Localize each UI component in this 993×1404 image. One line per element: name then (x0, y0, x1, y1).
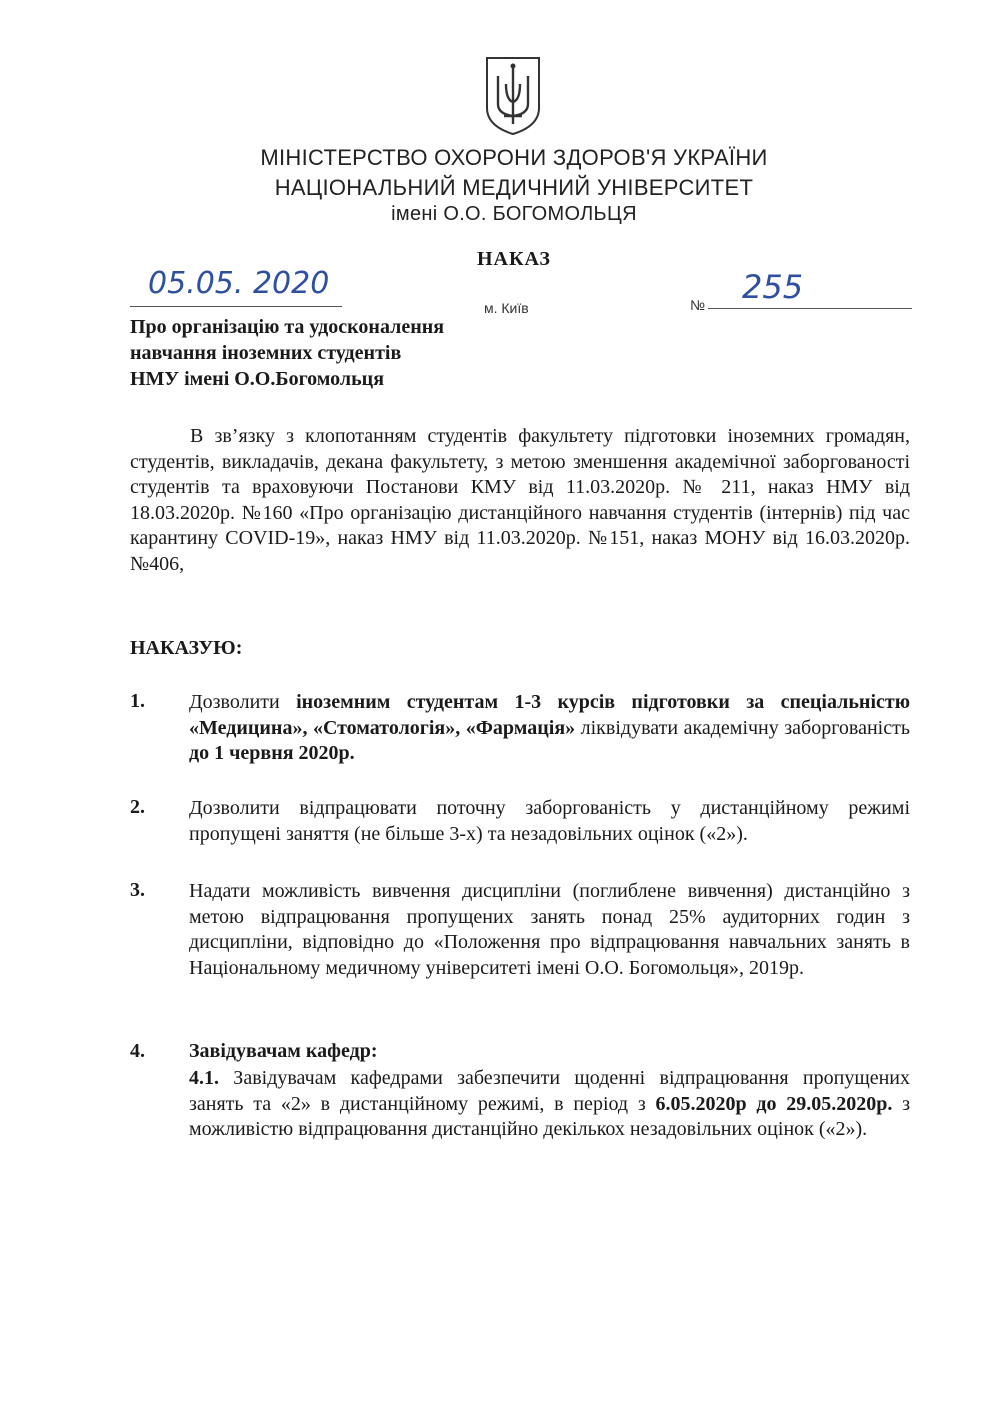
item-number: 2. (130, 796, 145, 818)
number-prefix: № (690, 297, 706, 313)
document-type: НАКАЗ (476, 248, 551, 270)
item-3-text: Надати можливість вивчення дисципліни (поглиблене вивчення) дистанційно з метою відпрацювання пропущених занять понад 25% аудиторних годин з дисципліни, відповідно до «Положення про відпрацювання навчальних занять в Національному медичному університеті імені О.О. Богомольця», 2019р. (189, 880, 910, 979)
item-number: 4. (130, 1040, 145, 1062)
ministry-name: МІНІСТЕРСТВО ОХОРОНИ ЗДОРОВ'Я УКРАЇНИ (260, 145, 768, 170)
item-1-text: Дозволити іноземним студентам 1-3 курсів підготовки за спеціальністю «Медицина», «Стоматологія», «Фармація» ліквідувати академічну заборгованість до 1 червня 2020р. (189, 691, 910, 765)
date-line (130, 306, 342, 307)
coat-of-arms-icon (484, 56, 542, 136)
subject-line: навчання іноземних студентів (130, 342, 402, 364)
order-heading: НАКАЗУЮ: (130, 637, 243, 659)
subject-line: НМУ імені О.О.Богомольця (130, 368, 385, 390)
item-4-heading: Завідувачам кафедр: (189, 1040, 378, 1062)
item-number: 1. (130, 690, 145, 712)
item-number: 3. (130, 879, 145, 901)
item-4-1-text: 4.1. Завідувачам кафедрами забезпечити щоденні відпрацювання пропущених занять та «2» в дистанційному режимі, в період з 6.05.2020р до 29.05.2020р. з можливістю відпрацювання дистанційно декількох незадовільних оцінок («2»). (189, 1067, 910, 1141)
city-label: м. Київ (484, 300, 529, 316)
subject-line: Про організацію та удосконалення (130, 316, 445, 338)
subject-block (130, 314, 444, 392)
preamble: В зв’язку з клопотанням студентів факультету підготовки іноземних громадян, студентів, викладачів, декана факультету, з метою зменшення академічної заборгованості студентів та враховуючи Постанови КМУ від 11.03.2020р. № 211, наказ НМУ від 18.03.2020р. №160 «Про організацію дистанційного навчання студентів (інтернів) під час карантину COVID-19», наказ НМУ від 11.03.2020р. №151, наказ МОНУ від 16.03.2020р. №406, (130, 425, 910, 575)
date-handwritten: 05.05. 2020 (148, 266, 330, 301)
number-line (708, 308, 912, 309)
university-name: НАЦІОНАЛЬНИЙ МЕДИЧНИЙ УНІВЕРСИТЕТ (274, 175, 754, 200)
item-2-text: Дозволити відпрацювати поточну заборгованість у дистанційному режимі пропущені заняття (не більше 3-х) та незадовільних оцінок («2»). (189, 797, 910, 845)
number-handwritten: 255 (742, 268, 804, 306)
university-named-after: імені О.О. БОГОМОЛЬЦЯ (391, 203, 637, 225)
